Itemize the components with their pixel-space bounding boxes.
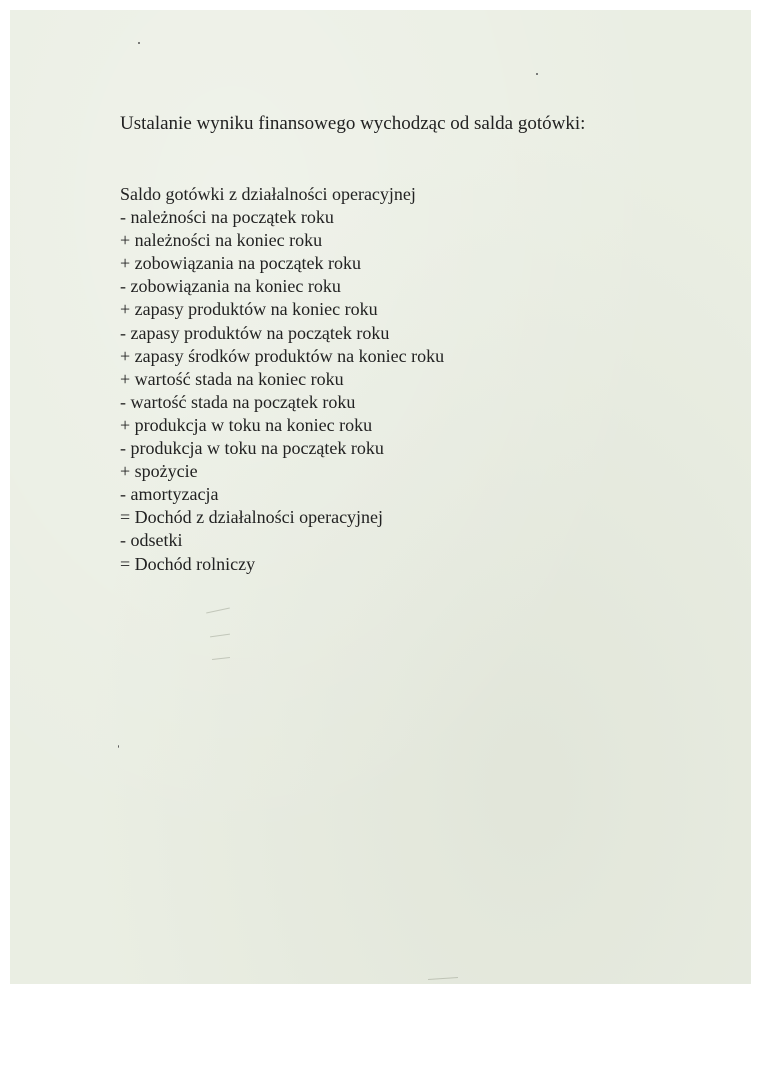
scan-mark — [212, 657, 230, 660]
calc-line: + spożycie — [120, 461, 198, 482]
calc-line: + produkcja w toku na koniec roku — [120, 414, 373, 435]
calc-line: + należności na koniec roku — [120, 230, 323, 251]
calc-line: + zapasy środków produktów na koniec roku — [120, 345, 445, 366]
document-title: Ustalanie wyniku finansowego wychodząc od salda gotówki: — [120, 113, 586, 134]
scan-speck — [118, 745, 119, 748]
scan-mark — [206, 608, 230, 614]
calc-line: + wartość stada na koniec roku — [120, 368, 344, 389]
calc-line: + zobowiązania na początek roku — [120, 253, 362, 274]
scanned-sheet — [10, 10, 751, 984]
calc-line: = Dochód rolniczy — [120, 553, 256, 574]
calc-line: - zobowiązania na koniec roku — [120, 276, 341, 297]
calc-line: - produkcja w toku na początek roku — [120, 438, 384, 459]
calc-line: - zapasy produktów na początek roku — [120, 322, 390, 343]
calc-line: - odsetki — [120, 530, 183, 551]
calculation-list — [120, 183, 444, 576]
calc-line: + zapasy produktów na koniec roku — [120, 299, 378, 320]
calc-line: = Dochód z działalności operacyjnej — [120, 507, 384, 528]
calc-line: Saldo gotówki z działalności operacyjnej — [120, 184, 416, 204]
scan-speck — [536, 73, 538, 75]
scan-mark — [210, 634, 230, 638]
scan-speck — [138, 42, 140, 44]
scan-mark — [428, 977, 458, 980]
calc-line: - należności na początek roku — [120, 207, 334, 228]
calc-line: - amortyzacja — [120, 484, 219, 505]
calc-line: - wartość stada na początek roku — [120, 391, 356, 412]
